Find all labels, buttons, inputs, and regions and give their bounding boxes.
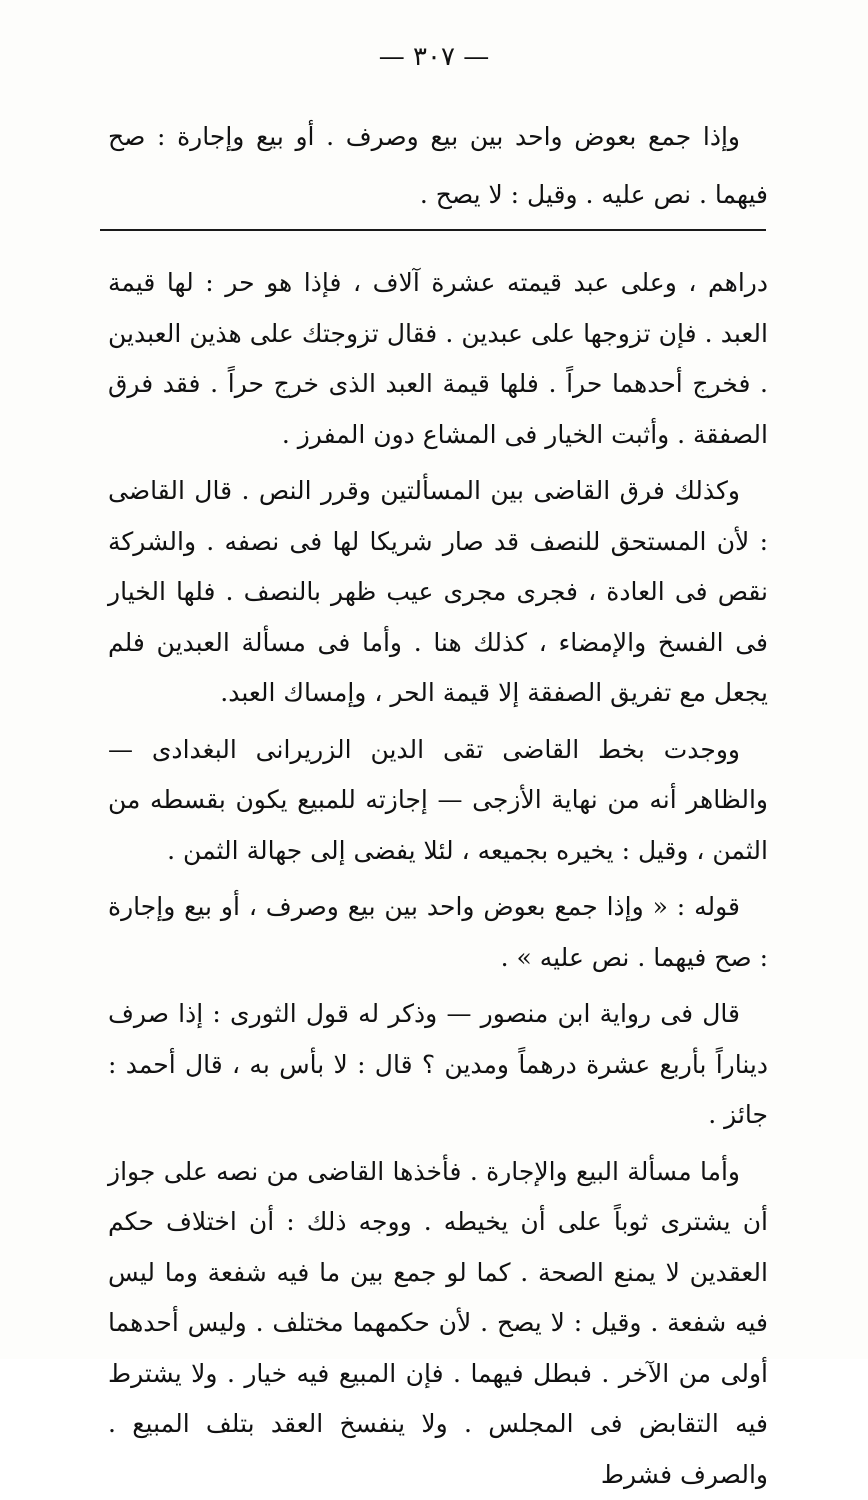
commentary-paragraph: دراهم ، وعلى عبد قيمته عشرة آلاف ، فإذا هو حر : لها قيمة العبد . فإن تزوجها على عبدين . فقال تزوجتك على هذين العبدين . فخرج أحدهما حراً . فلها قيمة العبد الذى خرج حراً . فقد فرق الصفقة . وأثبت الخيار فى المشاع دون المفرز . [108,258,768,460]
commentary-paragraph: قوله : « وإذا جمع بعوض واحد بين بيع وصرف ، أو بيع وإجارة : صح فيهما . نص عليه » . [108,882,768,983]
main-text [108,108,768,224]
footnote-commentary [108,258,768,1500]
commentary-paragraph: قال فى رواية ابن منصور — وذكر له قول الثورى : إذا صرف ديناراً بأربع عشرة درهماً ومدين ؟ قال : لا بأس به ، قال أحمد : جائز . [108,989,768,1141]
commentary-paragraph: وأما مسألة البيع والإجارة . فأخذها القاضى من نصه على جواز أن يشترى ثوباً على أن يخيطه . ووجه ذلك : أن اختلاف حكم العقدين لا يمنع الصحة . كما لو جمع بين ما فيه شفعة وما ليس فيه شفعة . وقيل : لا يصح . لأن حكمهما مختلف . وليس أحدهما أولى من الآخر . فبطل فيهما . فإن المبيع فيه خيار . ولا يشترط فيه التقابض فى المجلس . ولا ينفسخ العقد بتلف المبيع . والصرف فشرط [108,1147,768,1500]
main-paragraph: وإذا جمع بعوض واحد بين بيع وصرف . أو بيع وإجارة : صح فيهما . نص عليه . وقيل : لا يصح . [108,108,768,224]
commentary-paragraph: وكذلك فرق القاضى بين المسألتين وقرر النص . قال القاضى : لأن المستحق للنصف قد صار شريكا لها فى نصفه . والشركة نقص فى العادة ، فجرى مجرى عيب ظهر بالنصف . فلها الخيار فى الفسخ والإمضاء ، كذلك هنا . وأما فى مسألة العبدين فلم يجعل مع تفريق الصفقة إلا قيمة الحر ، وإمساك العبد. [108,466,768,719]
page-number: — ٣٠٧ — [0,40,868,74]
commentary-paragraph: ووجدت بخط القاضى تقى الدين الزريرانى البغدادى — والظاهر أنه من نهاية الأزجى — إجازته للمبيع يكون بقسطه من الثمن ، وقيل : يخيره بجميعه ، لئلا يفضى إلى جهالة الثمن . [108,725,768,877]
footnote-divider [100,229,766,231]
